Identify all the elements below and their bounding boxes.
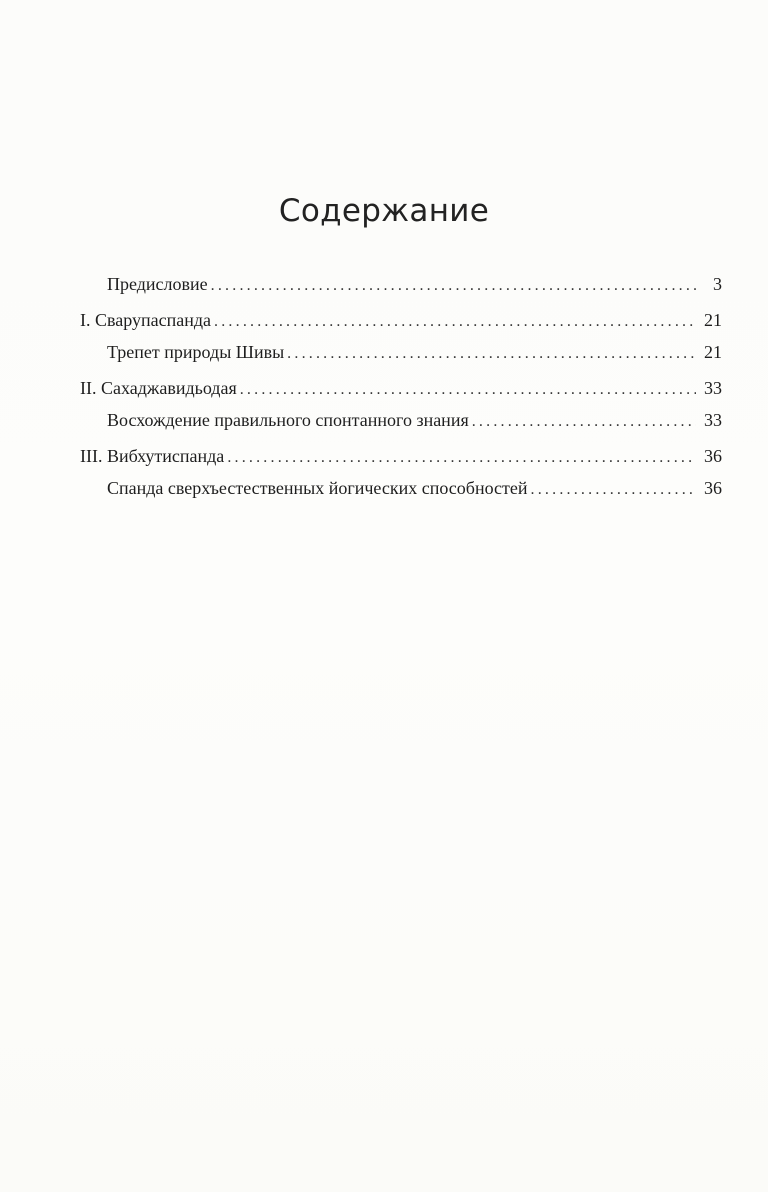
toc-entry-title: I. Сварупаспанда — [80, 310, 212, 330]
toc-page-number: 36 — [704, 478, 722, 498]
toc-entry-title: II. Сахаджавидьодая — [80, 378, 237, 398]
page-title: Содержание — [278, 193, 490, 229]
toc-entry-part-1-chapter[interactable] — [80, 336, 722, 368]
toc-page-number: 3 — [713, 274, 722, 294]
toc-entry-title: Трепет природы Шивы — [107, 342, 285, 362]
toc-entry-preface[interactable] — [80, 268, 722, 300]
toc-entry-part-2-chapter[interactable] — [80, 404, 722, 436]
toc-dot-leader — [214, 306, 696, 338]
toc-entry-part-2[interactable] — [80, 372, 722, 404]
toc-page-number: 36 — [704, 446, 722, 466]
toc-dot-leader — [240, 374, 696, 406]
toc-page-number: 21 — [704, 342, 722, 362]
toc-entry-part-1[interactable] — [80, 304, 722, 336]
toc-entry-title: Спанда сверхъестественных йогических способностей — [107, 478, 528, 498]
toc-page-number: 21 — [704, 310, 722, 330]
toc-entry-title: Восхождение правильного спонтанного знания — [107, 410, 469, 430]
toc-page-number: 33 — [704, 410, 722, 430]
toc-dot-leader — [227, 442, 696, 474]
toc-entry-part-3-chapter[interactable] — [80, 472, 722, 504]
toc-dot-leader — [211, 270, 698, 302]
toc-dot-leader — [287, 338, 696, 370]
toc-entry-part-3[interactable] — [80, 440, 722, 472]
toc-dot-leader — [531, 474, 696, 506]
toc-entry-title: III. Вибхутиспанда — [80, 446, 225, 466]
table-of-contents — [80, 268, 722, 504]
toc-page-number: 33 — [704, 378, 722, 398]
toc-dot-leader — [472, 406, 696, 438]
toc-entry-title: Предисловие — [107, 274, 208, 294]
